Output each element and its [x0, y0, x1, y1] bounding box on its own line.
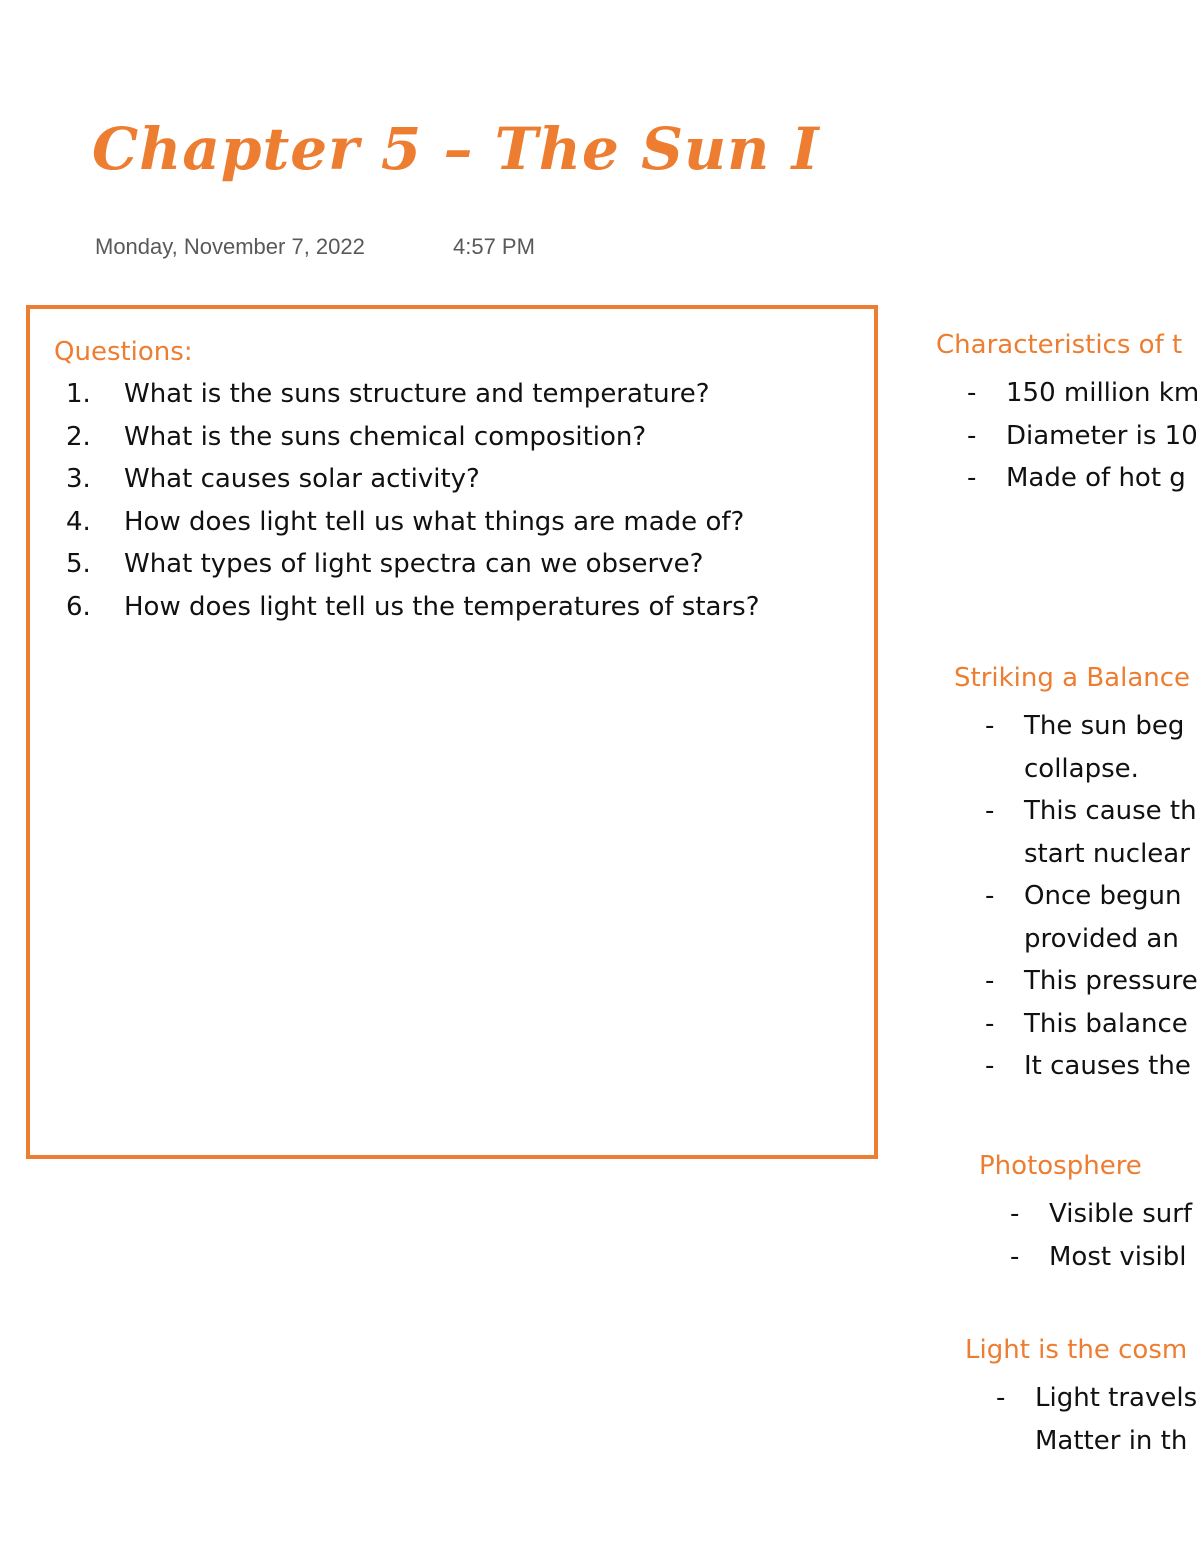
bullet-text: Visible surf	[1049, 1199, 1193, 1229]
dash-marker: -	[996, 1383, 1006, 1413]
question-text: What is the suns structure and temperature?	[124, 379, 710, 409]
bullet-item	[979, 1236, 1192, 1279]
question-text: What is the suns chemical composition?	[124, 421, 647, 452]
bullet-list	[936, 372, 1199, 500]
page-time: 4:57 PM	[453, 234, 535, 259]
question-item	[66, 458, 760, 501]
bullet-item	[954, 790, 1198, 875]
bullet-item	[979, 1193, 1192, 1236]
bullet-list	[965, 1377, 1197, 1456]
bullet-text: The sun beg	[1024, 711, 1185, 741]
bullet-item	[954, 1045, 1198, 1088]
questions-box[interactable]	[26, 305, 878, 1159]
question-number: 4.	[66, 506, 91, 537]
section-striking-a-balance[interactable]	[954, 663, 1198, 1088]
dash-marker: -	[985, 966, 995, 996]
question-number: 2.	[66, 421, 91, 452]
question-number: 6.	[66, 591, 91, 622]
question-number: 1.	[66, 379, 91, 409]
questions-list	[66, 373, 760, 628]
bullet-text: Most visibl	[1049, 1241, 1187, 1272]
question-text: What types of light spectra can we observe?	[124, 549, 704, 579]
section-light[interactable]	[965, 1335, 1197, 1456]
questions-heading: Questions:	[54, 337, 193, 367]
bullet-text: It causes the	[1024, 1051, 1191, 1081]
bullet-text: Once begun	[1024, 881, 1182, 911]
question-number: 3.	[66, 464, 91, 494]
dash-marker: -	[967, 463, 977, 493]
bullet-text: Made of hot g	[1006, 463, 1186, 493]
dash-marker: -	[985, 796, 995, 826]
section-heading: Striking a Balance	[954, 663, 1191, 693]
bullet-item	[954, 1003, 1198, 1046]
bullet-list	[954, 705, 1198, 1088]
bullet-item	[936, 415, 1199, 458]
page-date: Monday, November 7, 2022	[95, 234, 365, 259]
bullet-text-continued: Matter in th	[1035, 1425, 1188, 1456]
bullet-item	[936, 457, 1199, 500]
dash-marker: -	[985, 711, 995, 741]
bullet-item	[954, 875, 1198, 960]
section-heading: Photosphere	[979, 1151, 1142, 1181]
bullet-text: Light travels	[1035, 1383, 1198, 1413]
question-text: How does light tell us what things are made of?	[124, 506, 745, 537]
section-heading: Characteristics of t	[936, 330, 1183, 360]
dash-marker: -	[967, 378, 977, 408]
question-item	[66, 373, 760, 416]
section-heading: Light is the cosm	[965, 1335, 1188, 1365]
dash-marker: -	[1010, 1241, 1020, 1272]
dash-marker: -	[967, 420, 977, 451]
bullet-list	[979, 1193, 1192, 1278]
dash-marker: -	[985, 1051, 995, 1081]
bullet-item	[954, 705, 1198, 790]
bullet-item	[936, 372, 1199, 415]
bullet-item	[965, 1377, 1197, 1456]
bullet-item	[954, 960, 1198, 1003]
dash-marker: -	[1010, 1199, 1020, 1229]
bullet-text: This pressure	[1024, 966, 1198, 996]
dash-marker: -	[985, 1008, 995, 1039]
question-number: 5.	[66, 549, 91, 579]
question-text: How does light tell us the temperatures of stars?	[124, 591, 760, 622]
page-title: Chapter 5 – The Sun I	[92, 115, 820, 183]
section-characteristics[interactable]	[936, 330, 1199, 500]
question-text: What causes solar activity?	[124, 464, 480, 494]
bullet-text: This cause th	[1024, 796, 1197, 826]
question-item	[66, 586, 760, 629]
bullet-text-continued: start nuclear	[1024, 838, 1190, 869]
question-item	[66, 543, 760, 586]
section-photosphere[interactable]	[979, 1151, 1192, 1278]
dash-marker: -	[985, 881, 995, 911]
bullet-text: 150 million km	[1006, 378, 1200, 408]
bullet-text: This balance	[1024, 1008, 1188, 1039]
bullet-text-continued: collapse.	[1024, 753, 1139, 784]
bullet-text: Diameter is 10	[1006, 420, 1198, 451]
bullet-text-continued: provided an	[1024, 923, 1179, 954]
question-item	[66, 416, 760, 459]
question-item	[66, 501, 760, 544]
